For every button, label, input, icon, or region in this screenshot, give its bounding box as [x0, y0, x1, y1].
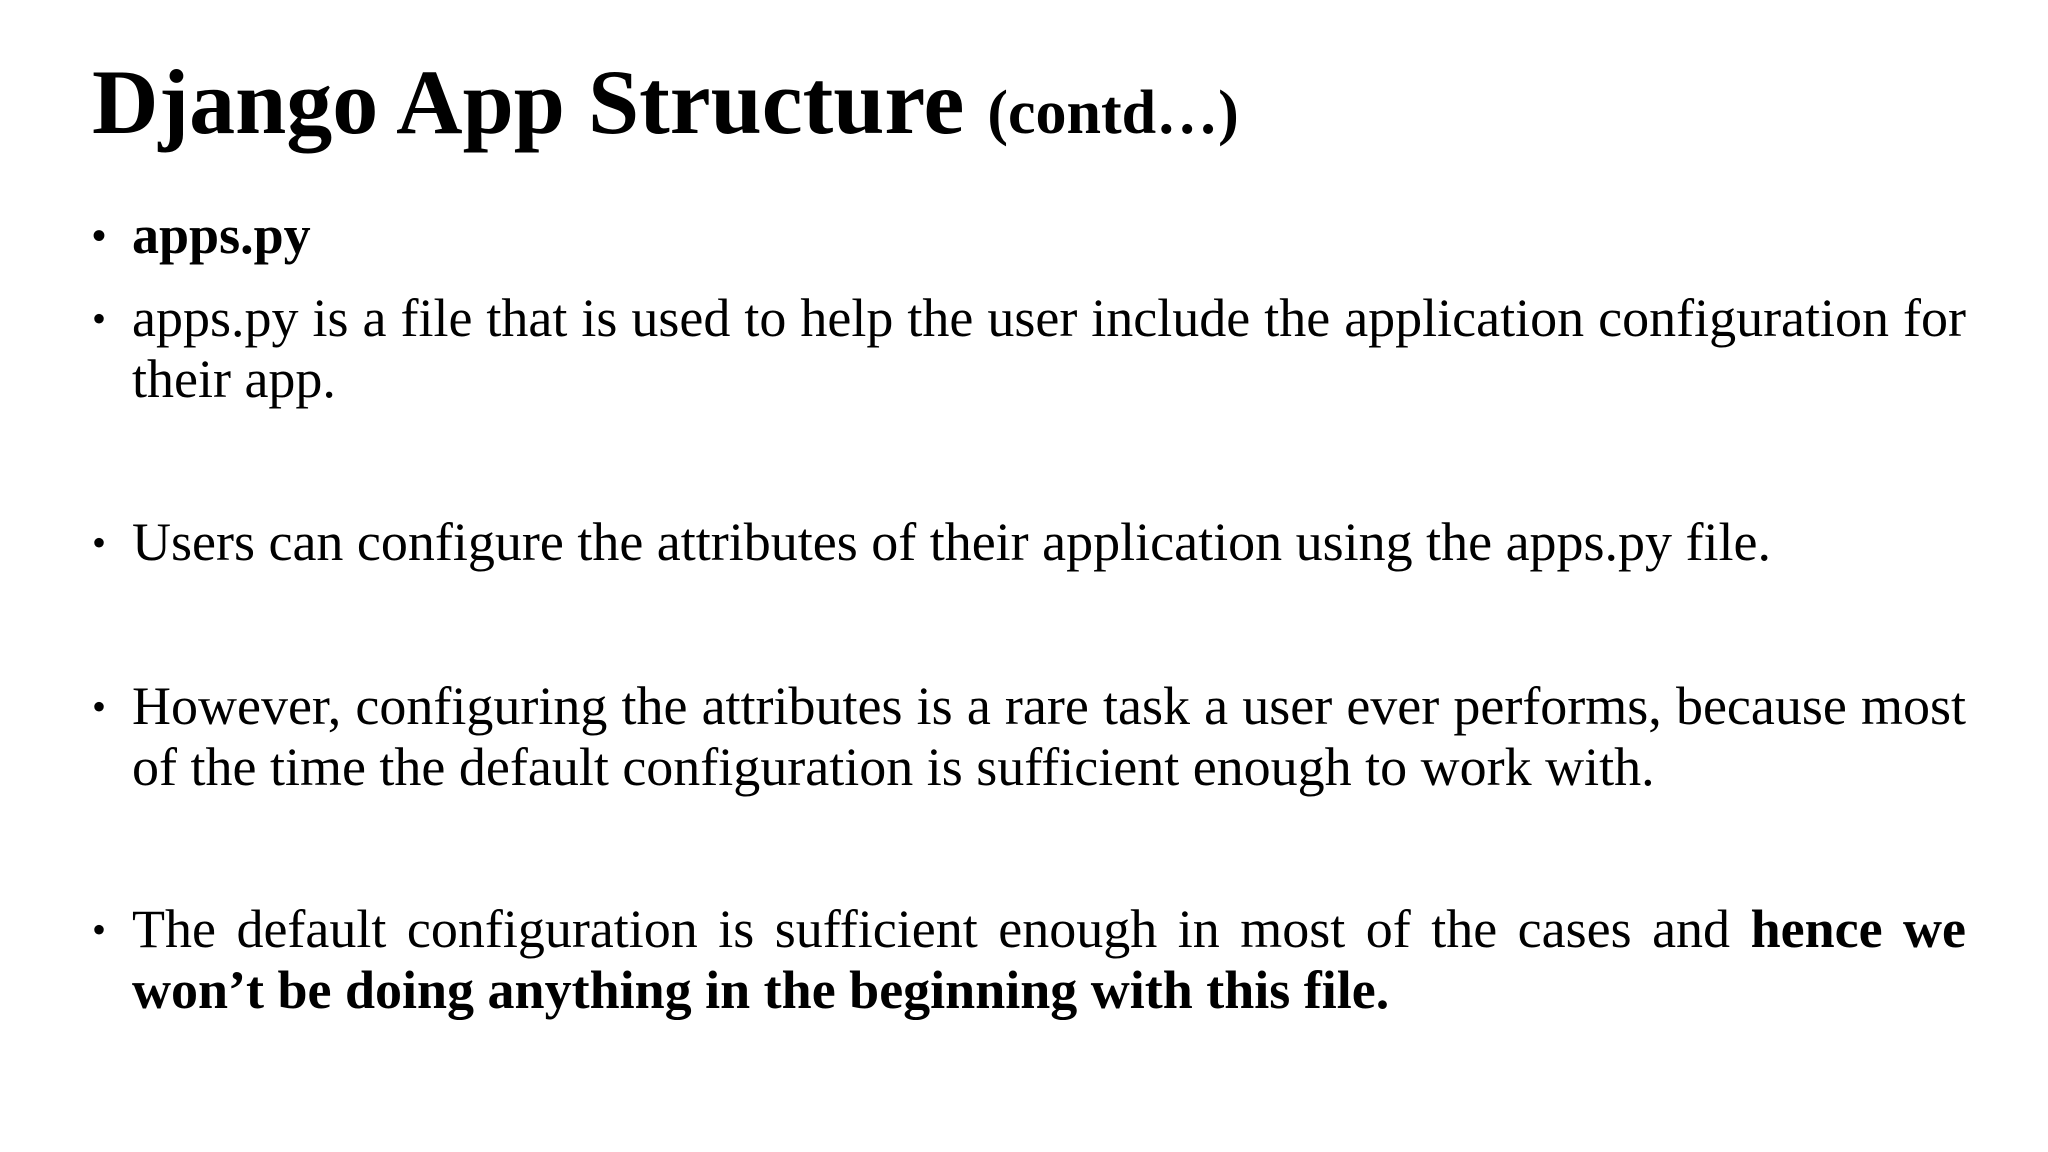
bullet-rare-task: • However, configuring the attributes is a rare task a user ever performs, because most of the time the default configuration is sufficient enough to work with.: [132, 676, 1966, 798]
bullet-apps-py-description: • apps.py is a file that is used to help the user include the application configuration for their app.: [132, 288, 1966, 410]
bullet-default-configuration-text: The default configuration is sufficient enough in most of the cases and: [132, 899, 1751, 959]
bullet-default-configuration-emphasis: hence we won’t be doing anything in the beginning with this file.: [132, 899, 1966, 1020]
bullet-default-configuration: [132, 899, 1966, 1021]
slide-title-suffix: (contd…): [987, 79, 1239, 147]
slide-title-main: Django App Structure: [92, 51, 965, 153]
bullet-apps-py-heading: • apps.py: [132, 205, 1966, 266]
bullet-configure-attributes: • Users can configure the attributes of their application using the apps.py file.: [132, 512, 1966, 573]
slide-title: [92, 52, 1239, 153]
